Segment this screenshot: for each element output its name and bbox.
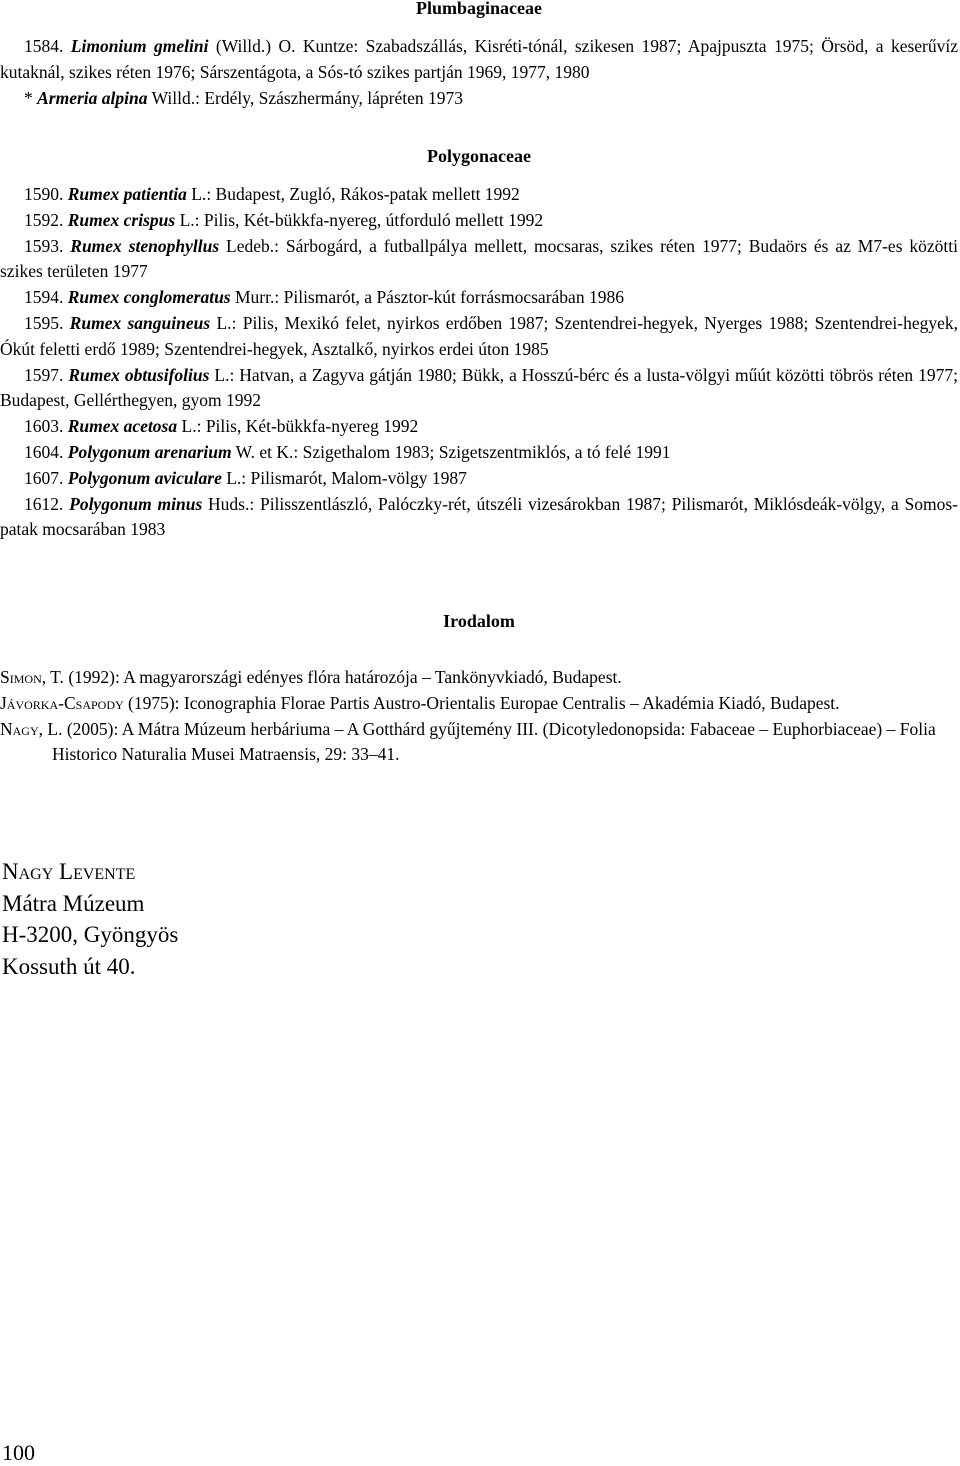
section-heading-polygonaceae: Polygonaceae bbox=[427, 146, 531, 166]
species-name: Rumex obtusifolius bbox=[68, 364, 210, 385]
author-name: Nagy Levente bbox=[2, 859, 136, 884]
reference-item: Jávorka-Csapody (1975): Iconographia Florae Partis Austro-Orientalis Europae Centralis – Akadémia Kiadó, Budapest. bbox=[0, 692, 840, 713]
reference-item: Simon, T. (1992): A magyarországi edényes flóra határozója – Tankönyvkiadó, Budapest. bbox=[0, 667, 622, 687]
species-name: Rumex crispus bbox=[67, 209, 176, 230]
species-name: Limonium gmelini bbox=[70, 36, 209, 56]
species-entry: 1592. Rumex crispus L.: Pilis, Két-bükkfa-nyereg, útforduló mellett 1992 bbox=[24, 209, 544, 230]
species-name: Polygonum aviculare bbox=[67, 467, 222, 488]
author-street: Kossuth út 40. bbox=[2, 954, 136, 980]
species-name: Polygonum arenarium bbox=[67, 441, 232, 462]
species-entry: 1595. Rumex sanguineus L.: Pilis, Mexikó felet, nyirkos erdőben 1987; Szentendrei-hegyek, Nyerges 1988; Szentendrei-hegyek, Ókút feletti erdő 1989; Szentendrei-hegyek, Asztalkő, nyirkos erdei úton 1985 bbox=[0, 312, 959, 359]
species-entry: 1584. Limonium gmelini (Willd.) O. Kuntze: Szabadszállás, Kisréti-tónál, szikesen 1987; Apajpuszta 1975; Örsöd, a keserűvíz kutaknál, szikes réten 1976; Sárszentágota, a Sós-tó szikes partján 1969, 1977, 1980 bbox=[0, 36, 958, 82]
species-name: Rumex patientia bbox=[67, 184, 187, 204]
reference-author: Simon, T. bbox=[0, 667, 64, 687]
species-entry: 1612. Polygonum minus Huds.: Pilisszentlászló, Palóczky-rét, útszéli vizesárokban 1987; Pilismarót, Miklósdeák-völgy, a Somos-patak mocsarában 1983 bbox=[0, 493, 959, 540]
species-entry: 1607. Polygonum aviculare L.: Pilismarót, Malom-völgy 1987 bbox=[24, 467, 467, 488]
species-name: Rumex sanguineus bbox=[69, 312, 211, 333]
species-name: Armeria alpina bbox=[37, 87, 148, 108]
author-institution: Mátra Múzeum bbox=[2, 890, 145, 916]
species-name: Rumex conglomeratus bbox=[67, 287, 231, 308]
species-entry: * Armeria alpina Willd.: Erdély, Szászhermány, lápréten 1973 bbox=[24, 87, 464, 108]
polygonaceae-entries bbox=[0, 182, 958, 543]
species-name: Rumex stenophyllus bbox=[70, 235, 220, 256]
reference-item: Nagy, L. (2005): A Mátra Múzeum herbáriuma – A Gotthárd gyűjtemény III. (Dicotyledonopsida: Fabaceae – Euphorbiaceae) – Folia Historico Naturalia Musei Matraensis, 29: 33–41. bbox=[0, 718, 936, 765]
species-entry: 1590. Rumex patientia L.: Budapest, Zugló, Rákos-patak mellett 1992 bbox=[24, 184, 520, 204]
author-city: H-3200, Gyöngyös bbox=[2, 922, 179, 948]
reference-author: Jávorka-Csapody bbox=[0, 692, 124, 713]
references-list bbox=[0, 665, 958, 768]
species-name: Rumex acetosa bbox=[67, 416, 178, 437]
reference-author: Nagy, L. bbox=[0, 718, 63, 739]
species-entry: 1594. Rumex conglomeratus Murr.: Pilismarót, a Pásztor-kút forrásmocsarában 1986 bbox=[24, 287, 624, 308]
species-name: Polygonum minus bbox=[69, 493, 203, 514]
page-number: 100 bbox=[2, 1440, 35, 1465]
plumbaginaceae-entries bbox=[0, 34, 958, 111]
species-entry: 1603. Rumex acetosa L.: Pilis, Két-bükkfa-nyereg 1992 bbox=[24, 416, 419, 437]
section-heading-irodalom: Irodalom bbox=[443, 611, 515, 631]
author-address bbox=[2, 856, 178, 983]
species-entry: 1597. Rumex obtusifolius L.: Hatvan, a Zagyva gátján 1980; Bükk, a Hosszú-bérc és a lusta-völgyi műút közötti töbrös réten 1977; Budapest, Gellérthegyen, gyom 1992 bbox=[0, 364, 958, 411]
species-entry: 1604. Polygonum arenarium W. et K.: Szigethalom 1983; Szigetszentmiklós, a tó felé 1991 bbox=[24, 441, 671, 462]
section-heading-plumbaginaceae: Plumbaginaceae bbox=[416, 0, 542, 18]
species-entry: 1593. Rumex stenophyllus Ledeb.: Sárbogárd, a futballpálya mellett, mocsaras, szikes réten 1977; Budaörs és az M7-es közötti szikes területen 1977 bbox=[0, 235, 959, 282]
